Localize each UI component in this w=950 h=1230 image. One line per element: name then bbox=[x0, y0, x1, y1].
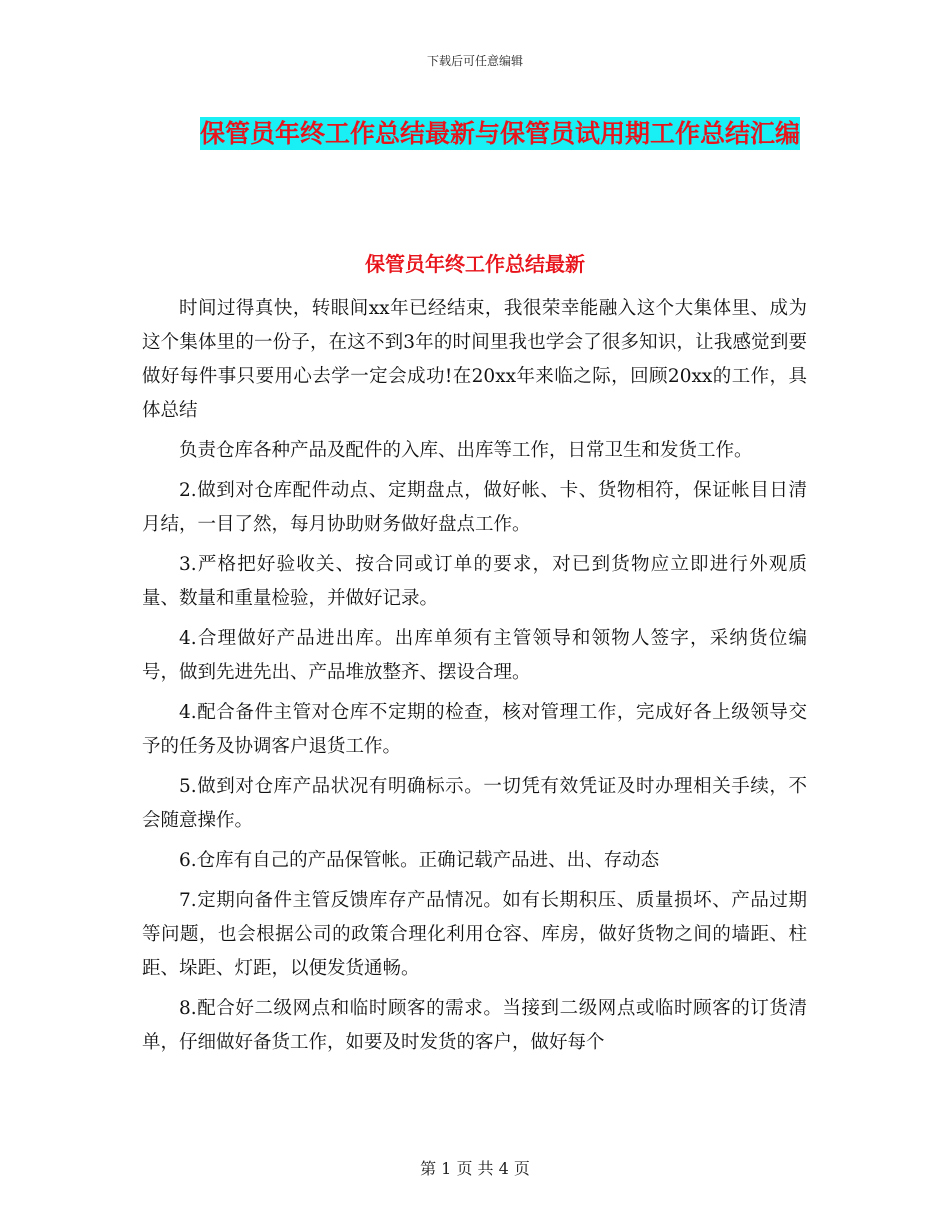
paragraph: 6.仓库有自己的产品保管帐。正确记载产品进、出、存动态 bbox=[179, 850, 660, 871]
paragraph: 7.定期向备件主管反馈库存产品情况。如有长期积压、质量损坏、产品过期等问题，也会根据公司的政策合理化利用仓容、库房，做好货物之间的墙距、柱距、垛距、灯距，以便发货通畅。 bbox=[142, 890, 807, 979]
paragraph: 8.配合好二级网点和临时顾客的需求。当接到二级网点或临时顾客的订货清单，仔细做好备货工作，如要及时发货的客户，做好每个 bbox=[142, 998, 807, 1053]
paragraph: 4.合理做好产品进出库。出库单须有主管领导和领物人签字，采纳货位编号，做到先进先出、产品堆放整齐、摆设合理。 bbox=[142, 628, 807, 683]
paragraph: 5.做到对仓库产品状况有明确标示。一切凭有效凭证及时办理相关手续，不会随意操作。 bbox=[142, 776, 807, 831]
paragraph: 2.做到对仓库配件动点、定期盘点，做好帐、卡、货物相符，保证帐目日清月结，一目了然，每月协助财务做好盘点工作。 bbox=[142, 480, 807, 535]
section-title: 保管员年终工作总结最新 bbox=[365, 252, 585, 276]
document-title-text: 保管员年终工作总结最新与保管员试用期工作总结汇编 bbox=[199, 119, 800, 148]
page-footer: 第 1 页 共 4 页 bbox=[420, 1159, 530, 1178]
document-title bbox=[190, 112, 810, 156]
paragraph: 负责仓库各种产品及配件的入库、出库等工作，日常卫生和发货工作。 bbox=[179, 440, 753, 461]
paragraph: 4.配合备件主管对仓库不定期的检查，核对管理工作，完成好各上级领导交予的任务及协调客户退货工作。 bbox=[142, 702, 807, 757]
document-body bbox=[142, 292, 807, 1066]
header-note: 下载后可任意编辑 bbox=[426, 54, 523, 68]
paragraph: 时间过得真快，转眼间xx年已经结束，我很荣幸能融入这个大集体里、成为这个集体里的一份子，在这不到3年的时间里我也学会了很多知识，让我感觉到要做好每件事只要用心去学一定会成功!在20xx年来临之际，回顾20xx的工作，具体总结 bbox=[142, 298, 807, 421]
paragraph: 3.严格把好验收关、按合同或订单的要求，对已到货物应立即进行外观质量、数量和重量检验，并做好记录。 bbox=[142, 554, 807, 609]
